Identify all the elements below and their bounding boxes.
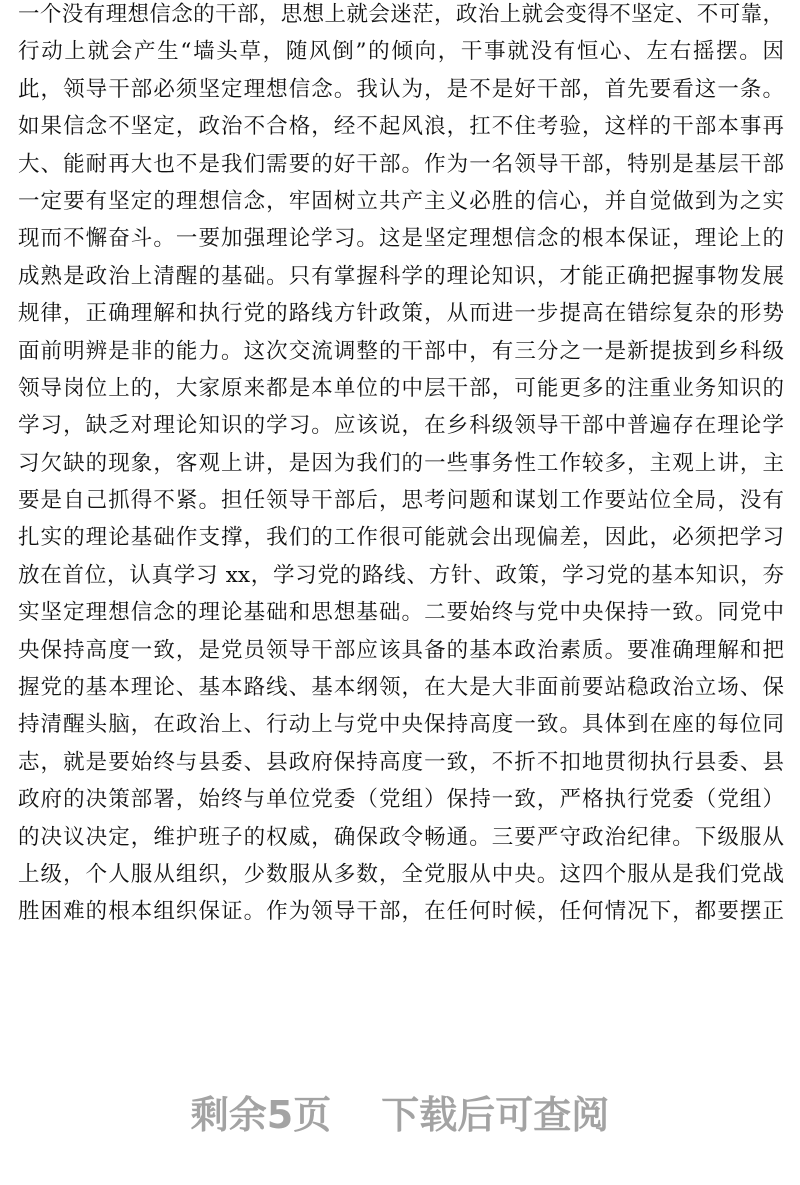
text-line: 央保持高度一致，是党员领导干部应该具备的基本政治素质。要准确理解和把: [18, 637, 784, 663]
remaining-pages-label: 剩余5页: [190, 1093, 332, 1137]
text-line: 一定要有坚定的理想信念，牢固树立共产主义必胜的信心，并自觉做到为之实: [18, 188, 784, 214]
text-line: 规律，正确理解和执行党的路线方针政策，从而进一步提高在错综复杂的形势: [18, 301, 784, 327]
document-body: [18, 0, 784, 931]
text-line: 一个没有理想信念的干部，思想上就会迷茫，政治上就会变得不坚定、不可靠，: [18, 2, 784, 27]
text-line: 此，领导干部必须坚定理想信念。我认为，是不是好干部，首先要看这一条。: [18, 76, 784, 102]
text-line: 学习，缺乏对理论知识的学习。应该说，在乡科级领导干部中普遍存在理论学: [18, 413, 784, 439]
text-line: 领导岗位上的，大家原来都是本单位的中层干部，可能更多的注重业务知识的: [18, 375, 784, 401]
text-line: 实坚定理想信念的理论基础和思想基础。二要始终与党中央保持一致。同党中: [18, 600, 784, 626]
text-line: 胜困难的根本组织保证。作为领导干部，在任何时候，任何情况下，都要摆正: [18, 899, 784, 925]
download-prompt[interactable]: [0, 1084, 800, 1139]
text-line: 持清醒头脑，在政治上、行动上与党中央保持高度一致。具体到在座的每位同: [18, 712, 784, 738]
text-line: 上级，个人服从组织，少数服从多数，全党服从中央。这四个服从是我们党战: [18, 861, 784, 887]
text-line: 政府的决策部署，始终与单位党委（党组）保持一致，严格执行党委（党组）: [18, 787, 784, 813]
download-to-view-label[interactable]: 下载后可查阅: [381, 1093, 610, 1137]
text-line: 现而不懈奋斗。一要加强理论学习。这是坚定理想信念的根本保证，理论上的: [18, 226, 784, 252]
text-line: 握党的基本理论、基本路线、基本纲领，在大是大非面前要站稳政治立场、保: [18, 675, 784, 701]
text-line: 的决议决定，维护班子的权威，确保政令畅通。三要严守政治纪律。下级服从: [18, 824, 784, 850]
text-line: 要是自己抓得不紧。担任领导干部后，思考问题和谋划工作要站位全局，没有: [18, 488, 784, 514]
text-line: 成熟是政治上清醒的基础。只有掌握科学的理论知识，才能正确把握事物发展: [18, 263, 784, 289]
text-line: 面前明辨是非的能力。这次交流调整的干部中，有三分之一是新提拔到乡科级: [18, 338, 784, 364]
text-line: 放在首位，认真学习 xx，学习党的路线、方针、政策，学习党的基本知识，夯: [18, 562, 784, 588]
text-line: 大、能耐再大也不是我们需要的好干部。作为一名领导干部，特别是基层干部: [18, 151, 784, 177]
text-line: 志，就是要始终与县委、县政府保持高度一致，不折不扣地贯彻执行县委、县: [18, 749, 784, 775]
text-line: 如果信念不坚定，政治不合格，经不起风浪，扛不住考验，这样的干部本事再: [18, 114, 784, 140]
text-line: 行动上就会产生“墙头草，随风倒”的倾向，干事就没有恒心、左右摇摆。因: [18, 39, 784, 65]
text-line: 扎实的理论基础作支撑，我们的工作很可能就会出现偏差，因此，必须把学习: [18, 525, 784, 551]
text-line: 习欠缺的现象，客观上讲，是因为我们的一些事务性工作较多，主观上讲，主: [18, 450, 784, 476]
